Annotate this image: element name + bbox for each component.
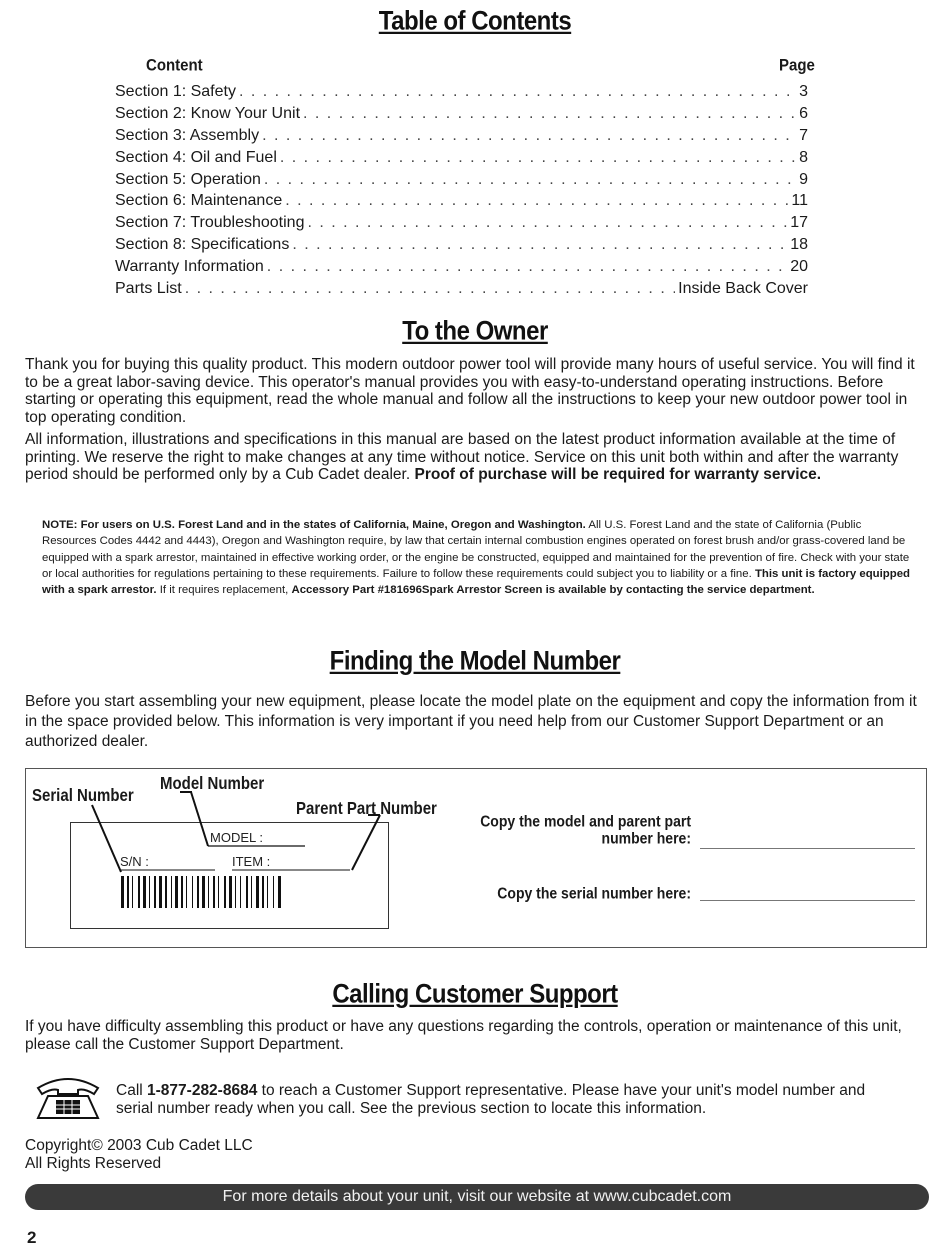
barcode-bar	[186, 876, 187, 908]
barcode-bar	[208, 876, 209, 908]
toc-entry-label: Section 1: Safety	[115, 83, 236, 100]
toc-page-header: Page	[779, 56, 815, 75]
toc-entry-page: 9	[799, 170, 808, 188]
note-title: NOTE: For users on U.S. Forest Land and in the states of California, Maine, Oregon and Washington.	[42, 519, 586, 531]
copy-model-label-line1: Copy the model and parent part	[480, 812, 691, 830]
model-number-write-line[interactable]	[700, 848, 915, 849]
owner-paragraph-2-text: All information, illustrations and specifications in this manual are based on the latest product information available at the time of printing. We reserve the right to make changes at any time without notice. Service on this unit both within and after the warranty period should be performed only by a Cub Cadet dealer.	[25, 431, 899, 484]
owner-paragraph-1: Thank you for buying this quality product. This modern outdoor power tool will provide many hours of useful service. You will find it to be a great labor-saving device. This operator's manual provides you with easy-to-understand operating instructions. Before starting or operating this equipment, read the whole manual and follow all the instructions to keep your new outdoor power tool in top operating condition.	[25, 356, 915, 426]
barcode-bar	[278, 876, 281, 908]
barcode-bar	[224, 876, 226, 908]
note-text: All U.S. Forest Land and the state of California (Public Resources Codes 4442 and 4443), Oregon and Washington require, by law that certain internal combustion engines operated on forest brush and/or grass-covered land be equipped with a spark arrestor, maintained in effective working order, or the engine be constructed, equipped and maintained for the prevention of fire. Check with your state or local authorities for regulations pertaining to these requirements. Failure to follow these requirements could subject you to liability or a fine.	[42, 519, 910, 580]
barcode-bar	[267, 876, 268, 908]
support-paragraph: If you have difficulty assembling this product or have any questions regarding the controls, operation or maintenance of this unit, please call the Customer Support Department.	[25, 1018, 902, 1053]
toc-entry-page: Inside Back Cover	[678, 280, 808, 298]
toc-entry-label: Section 3: Assembly	[115, 126, 260, 144]
note-accessory-part: Accessory Part #181696Spark Arrestor Screen is available by contacting the service department.	[291, 584, 815, 597]
serial-number-write-line[interactable]	[700, 900, 915, 901]
toc-entry-page: 17	[790, 214, 808, 232]
barcode-bar	[229, 876, 232, 908]
note-factory-equipped: This unit is factory equipped with a spark arrestor.	[42, 567, 910, 597]
barcode-bar	[143, 876, 146, 908]
note-replacement-text: If it requires replacement,	[159, 584, 289, 597]
model-callout-line	[191, 792, 208, 846]
toc-content-header: Content	[146, 56, 203, 75]
toc-entry-label: Section 7: Troubleshooting	[115, 214, 305, 232]
toc-entry-page: 8	[799, 148, 808, 166]
barcode-bar	[165, 876, 167, 908]
copy-serial-label: Copy the serial number here:	[497, 884, 691, 902]
plate-sn-text: S/N :	[120, 854, 149, 869]
toc-entry-label: Section 8: Specifications	[115, 236, 290, 254]
barcode-bar	[197, 876, 199, 908]
all-rights-reserved: All Rights Reserved	[25, 1155, 162, 1172]
call-suffix: to reach a Customer Support representative. Please have your unit's model number and serial number ready when you call. See the previous section to locate this information.	[116, 1082, 866, 1117]
parent-callout-line	[352, 815, 380, 870]
copyright: Copyright© 2003 Cub Cadet LLC	[25, 1137, 253, 1154]
toc-entry-label: Section 2: Know Your Unit	[115, 104, 301, 122]
toc-entry-label: Warranty Information	[115, 258, 264, 276]
barcode-bar	[127, 876, 129, 908]
barcode	[121, 876, 281, 908]
copy-model-label-line2: number here:	[601, 829, 691, 847]
barcode-bar	[273, 876, 274, 908]
toc-entry-page: 6	[799, 104, 808, 122]
page-number: 2	[27, 1228, 37, 1247]
serial-number-label: Serial Number	[32, 786, 134, 806]
toc-heading: Table of Contents	[378, 6, 572, 37]
toc-entry-label: Section 6: Maintenance	[115, 192, 283, 210]
toc-entry-label: Section 4: Oil and Fuel	[115, 148, 277, 166]
telephone-icon	[34, 1074, 102, 1124]
barcode-bar	[171, 876, 172, 908]
support-heading: Calling Customer Support	[332, 979, 618, 1010]
plate-item-text: ITEM :	[232, 854, 271, 869]
toc-entry-page: 7	[799, 126, 808, 144]
barcode-bar	[181, 876, 183, 908]
model-number-paragraph: Before you start assembling your new equipment, please locate the model plate on the equipment and copy the information from it in the space provided below. This information is very important if you need help from our Customer Support Department or an authorized dealer.	[25, 693, 917, 750]
parent-part-number-label: Parent Part Number	[296, 799, 437, 819]
barcode-bar	[213, 876, 215, 908]
toc-entry-label: Section 5: Operation	[115, 170, 261, 188]
barcode-bar	[159, 876, 162, 908]
barcode-bar	[149, 876, 150, 908]
barcode-bar	[138, 876, 140, 908]
proof-of-purchase-note: Proof of purchase will be required for warranty service.	[414, 466, 822, 484]
support-phone-number[interactable]: 1-877-282-8684	[147, 1082, 258, 1099]
website-banner[interactable]: For more details about your unit, visit our website at www.cubcadet.com	[25, 1184, 929, 1210]
call-prefix: Call	[116, 1082, 143, 1099]
barcode-bar	[218, 876, 219, 908]
toc-entry-label: Parts List	[115, 280, 182, 298]
barcode-bar	[202, 876, 205, 908]
toc-entry-page: 18	[790, 236, 808, 254]
barcode-bar	[262, 876, 264, 908]
barcode-bar	[240, 876, 241, 908]
barcode-bar	[235, 876, 236, 908]
plate-model-text: MODEL :	[210, 830, 263, 845]
serial-callout-line	[92, 805, 121, 872]
barcode-bar	[251, 876, 252, 908]
support-call-text	[116, 1082, 906, 1117]
toc-entry-page: 3	[799, 83, 808, 100]
barcode-bar	[256, 876, 259, 908]
barcode-bar	[175, 876, 178, 908]
barcode-bar	[192, 876, 193, 908]
model-number-label: Model Number	[160, 774, 265, 794]
barcode-bar	[154, 876, 156, 908]
owner-heading: To the Owner	[402, 316, 548, 347]
toc-entry-page: 11	[791, 192, 808, 210]
toc-entry-page: 20	[790, 258, 808, 276]
barcode-bar	[132, 876, 133, 908]
barcode-bar	[246, 876, 248, 908]
barcode-bar	[121, 876, 124, 908]
model-number-heading: Finding the Model Number	[329, 646, 621, 677]
